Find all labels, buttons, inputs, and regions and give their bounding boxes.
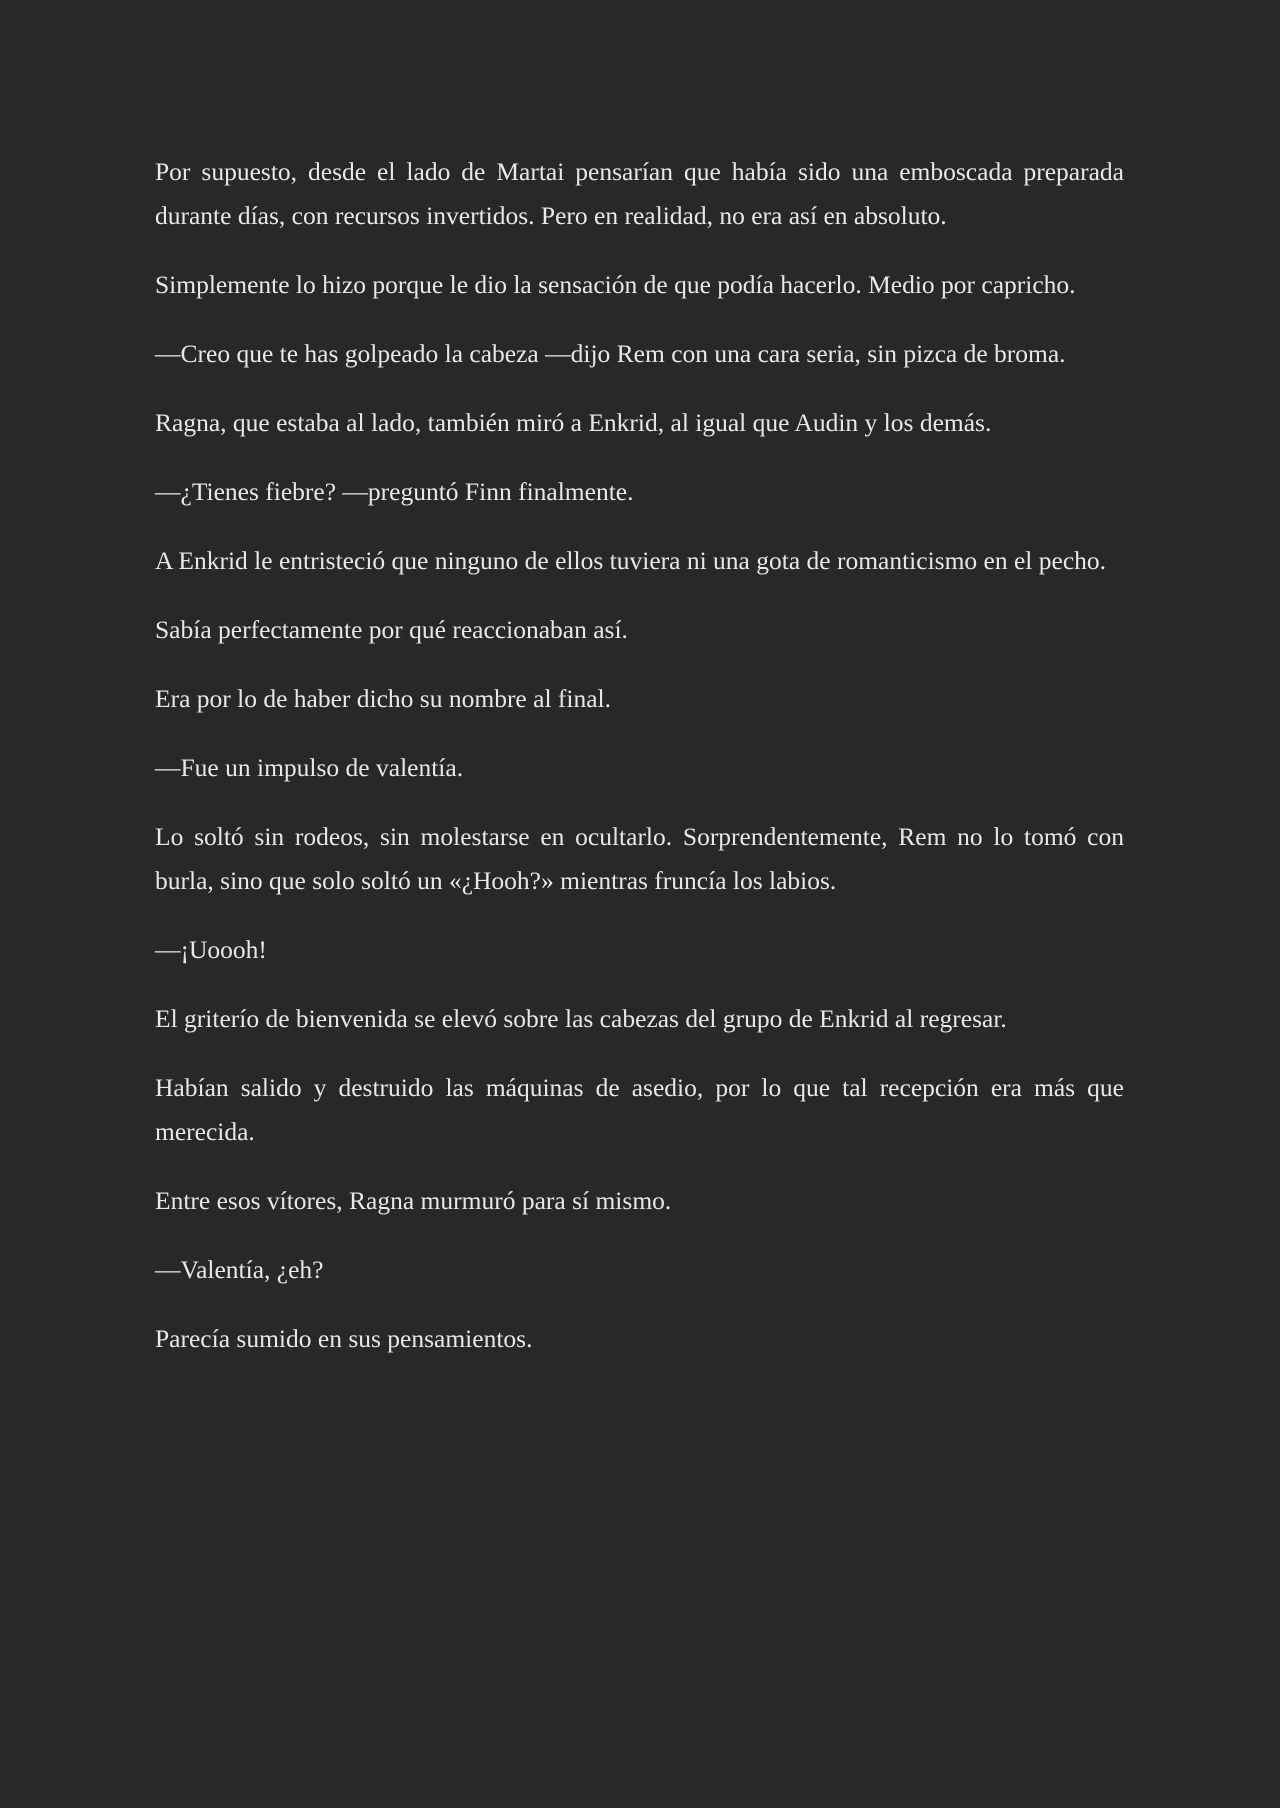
paragraph-1: Por supuesto, desde el lado de Martai pensarían que había sido una emboscada preparada durante días, con recursos invertidos. Pero en realidad, no era así en absoluto. [155, 157, 1124, 230]
paragraph-15: —Valentía, ¿eh? [155, 1255, 324, 1284]
paragraph-7: Sabía perfectamente por qué reaccionaban así. [155, 615, 628, 644]
paragraph-2: Simplemente lo hizo porque le dio la sensación de que podía hacerlo. Medio por capricho. [155, 270, 1076, 299]
paragraph-16: Parecía sumido en sus pensamientos. [155, 1324, 533, 1353]
paragraph-6: A Enkrid le entristeció que ninguno de ellos tuviera ni una gota de romanticismo en el pecho. [155, 546, 1107, 575]
paragraph-12: El griterío de bienvenida se elevó sobre las cabezas del grupo de Enkrid al regresar. [155, 1004, 1007, 1033]
paragraph-4: Ragna, que estaba al lado, también miró a Enkrid, al igual que Audin y los demás. [155, 408, 992, 437]
reading-page [155, 150, 1124, 1386]
paragraph-13: Habían salido y destruido las máquinas de asedio, por lo que tal recepción era más que merecida. [155, 1073, 1124, 1146]
paragraph-9: —Fue un impulso de valentía. [155, 753, 464, 782]
paragraph-11: —¡Uoooh! [155, 935, 267, 964]
paragraph-10: Lo soltó sin rodeos, sin molestarse en ocultarlo. Sorprendentemente, Rem no lo tomó con burla, sino que solo soltó un «¿Hooh?» mientras fruncía los labios. [155, 822, 1124, 895]
paragraph-14: Entre esos vítores, Ragna murmuró para sí mismo. [155, 1186, 672, 1215]
paragraph-3: —Creo que te has golpeado la cabeza —dijo Rem con una cara seria, sin pizca de broma. [155, 339, 1066, 368]
paragraph-5: —¿Tienes fiebre? —preguntó Finn finalmente. [155, 477, 634, 506]
paragraph-8: Era por lo de haber dicho su nombre al final. [155, 684, 612, 713]
